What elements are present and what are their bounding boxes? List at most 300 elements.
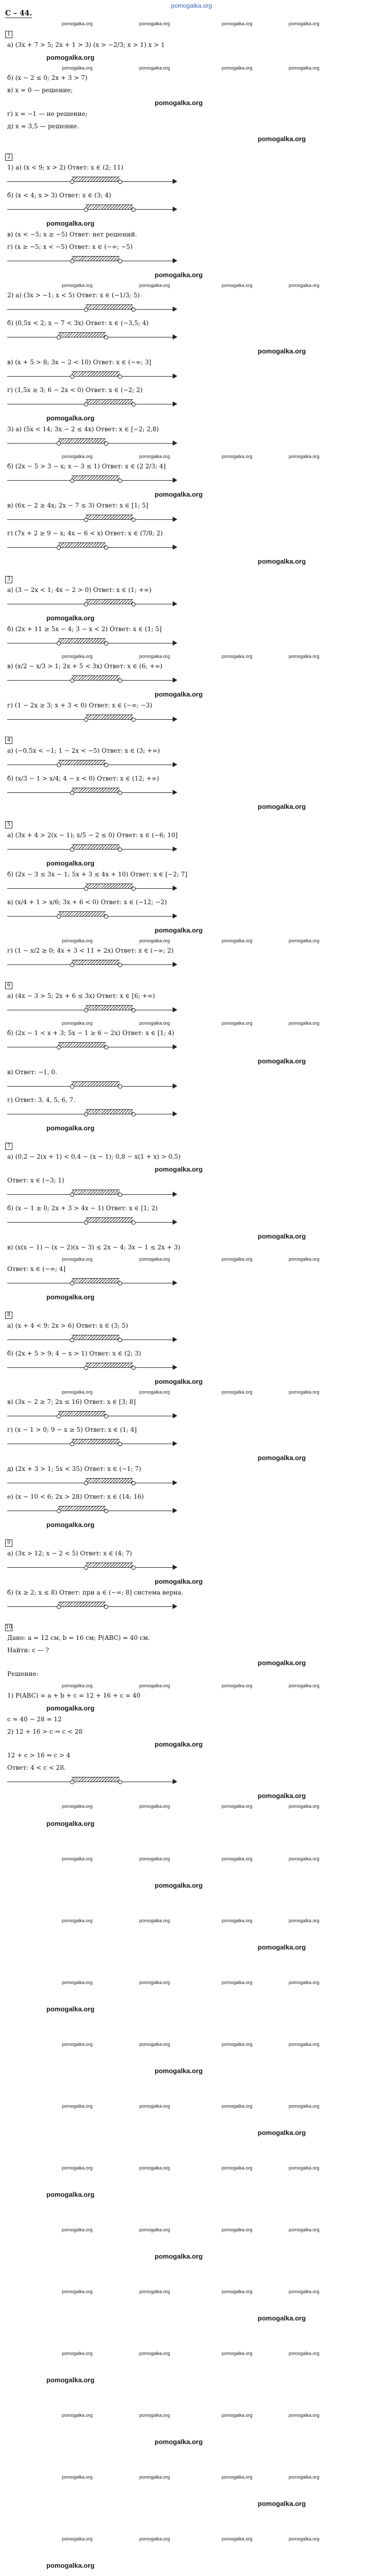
watermark-strip — [0, 2536, 383, 2543]
arrow-icon — [173, 601, 177, 606]
point-marker — [131, 208, 136, 212]
point-marker — [118, 375, 122, 379]
watermark-text: pomogalka.org — [258, 2314, 306, 2322]
arrow-icon — [173, 258, 177, 263]
number-line — [7, 176, 177, 188]
watermark-strip — [0, 453, 383, 461]
watermark-text: pomogalka.org — [222, 65, 253, 71]
watermark-text: pomogalka.org — [222, 2413, 253, 2418]
point-marker — [70, 1193, 74, 1197]
solution-hatch — [72, 675, 119, 680]
watermark-text: pomogalka.org — [46, 1704, 95, 1712]
point-marker — [57, 914, 61, 919]
solution-line: в) (x/4 + 1 > x/6; 3x + 6 < 0) Ответ: x ∈ (−12; −2) — [7, 899, 167, 906]
watermark-strip — [0, 653, 383, 660]
arrow-icon — [173, 374, 177, 379]
number-line — [7, 204, 177, 215]
task-number: 9 — [5, 1539, 12, 1547]
solution-line: б) (x − 2 ≤ 0; 2x + 3 > 7) — [7, 74, 88, 81]
watermark-text: pomogalka.org — [289, 1980, 320, 1985]
point-marker — [131, 402, 136, 406]
site-link[interactable]: pomogalka.org — [171, 2, 212, 9]
watermark-text: pomogalka.org — [289, 21, 320, 26]
number-line — [7, 1278, 177, 1289]
watermark-text: pomogalka.org — [258, 1792, 306, 1800]
watermark-text: pomogalka.org — [222, 1257, 253, 1262]
solution-line: в) (x/2 − x/3 > 1; 2x + 5 < 3x) Ответ: x ∈ (6; +∞) — [7, 663, 163, 670]
number-line — [7, 787, 177, 799]
watermark-text: pomogalka.org — [289, 1257, 320, 1262]
point-marker — [118, 180, 122, 184]
task-number: 10 — [6, 1624, 12, 1630]
number-line — [7, 1005, 177, 1016]
number-line — [7, 542, 177, 553]
solution-line: c = 40 − 28 = 12 — [7, 1716, 62, 1723]
solution-hatch — [58, 911, 106, 916]
point-marker — [57, 763, 61, 767]
arrow-icon — [173, 886, 177, 891]
watermark-text: pomogalka.org — [289, 2042, 320, 2047]
number-line — [7, 1109, 177, 1120]
solution-line: б) (2x − 5 > 3 − x; x − 3 ≤ 1) Ответ: x ∈ (2 2/3; 4] — [7, 463, 166, 470]
watermark-text: pomogalka.org — [139, 1021, 170, 1026]
point-marker — [118, 1338, 122, 1342]
solution-line: в) x = 0 — решение; — [7, 87, 73, 94]
point-marker — [84, 1566, 88, 1570]
watermark-strip — [0, 2474, 383, 2481]
point-marker — [57, 335, 61, 340]
watermark-text: pomogalka.org — [139, 1856, 170, 1861]
point-marker — [118, 1193, 122, 1197]
solution-line: г) Ответ: 3, 4, 5, 6, 7. — [7, 1096, 76, 1104]
arrow-icon — [173, 790, 177, 795]
watermark-text: pomogalka.org — [258, 1232, 306, 1240]
watermark-text: pomogalka.org — [222, 2104, 253, 2109]
watermark-text: pomogalka.org — [139, 654, 170, 659]
solution-line: б) (0,5x < 2; x − 7 < 3x) Ответ: x ∈ (−3,5; 4) — [7, 319, 149, 327]
number-line — [7, 475, 177, 486]
watermark-text: pomogalka.org — [62, 21, 93, 26]
watermark-text: pomogalka.org — [289, 283, 320, 288]
solution-hatch — [58, 760, 106, 765]
arrow-icon — [173, 179, 177, 184]
point-marker — [104, 914, 108, 919]
solution-line: в) (6x − 2 ≥ 4x; 2x − 7 ≤ 3) Ответ: x ∈ [1; 5] — [7, 502, 148, 509]
watermark-text: pomogalka.org — [155, 1882, 203, 1889]
watermark-text: pomogalka.org — [62, 2042, 93, 2047]
solution-line: б) (x − 1 ≥ 0; 2x + 3 > 4x − 1) Ответ: x ∈ [1; 2) — [7, 1205, 158, 1212]
watermark-text: pomogalka.org — [139, 2475, 170, 2480]
watermark-text: pomogalka.org — [46, 1820, 95, 1827]
watermark-text: pomogalka.org — [46, 614, 95, 622]
solution-line: б) (x < 4; x > 3) Ответ: x ∈ (3; 4) — [7, 192, 111, 199]
watermark-text: pomogalka.org — [258, 2129, 306, 2137]
watermark-text: pomogalka.org — [139, 2227, 170, 2232]
watermark-text: pomogalka.org — [139, 2165, 170, 2171]
point-marker — [84, 602, 88, 606]
point-marker — [131, 1566, 136, 1570]
number-line — [7, 1478, 177, 1489]
arrow-icon — [173, 1508, 177, 1513]
number-line — [7, 959, 177, 971]
watermark-text: pomogalka.org — [258, 803, 306, 810]
watermark-text: pomogalka.org — [62, 1683, 93, 1688]
arrow-icon — [173, 334, 177, 340]
watermark-strip — [0, 1918, 383, 1925]
solution-hatch — [86, 1217, 133, 1222]
solution-hatch — [58, 543, 106, 547]
solution-line: в) (x(x − 1) − (x − 2)(x − 3) ≤ 2x − 4; 3x − 1 ≤ 2x + 3) — [7, 1244, 180, 1251]
watermark-text: pomogalka.org — [62, 2475, 93, 2480]
watermark-text: pomogalka.org — [62, 65, 93, 71]
number-line — [7, 514, 177, 526]
watermark-strip — [0, 2412, 383, 2419]
task-number: 3 — [5, 576, 12, 583]
solution-line: д) (2x + 3 > 1; 5x < 35) Ответ: x ∈ (−1; 7) — [7, 1465, 141, 1472]
point-marker — [131, 602, 136, 606]
watermark-text: pomogalka.org — [289, 1683, 320, 1688]
point-marker — [131, 308, 136, 312]
watermark-text: pomogalka.org — [222, 283, 253, 288]
watermark-text: pomogalka.org — [139, 1683, 170, 1688]
point-marker — [84, 1112, 88, 1116]
solution-hatch — [58, 1042, 106, 1047]
watermark-text: pomogalka.org — [62, 454, 93, 459]
point-marker — [70, 791, 74, 795]
point-marker — [104, 1605, 108, 1609]
watermark-text: pomogalka.org — [289, 1389, 320, 1395]
watermark-text: pomogalka.org — [155, 2252, 203, 2260]
watermark-text: pomogalka.org — [62, 1918, 93, 1923]
watermark-text: pomogalka.org — [222, 1980, 253, 1985]
watermark-text: pomogalka.org — [155, 490, 203, 498]
solution-line: Ответ: 4 < c < 28. — [7, 1764, 66, 1771]
solution-line: б) (x/3 − 1 > x/4; 4 − x < 0) Ответ: x ∈ (12; +∞) — [7, 775, 159, 782]
arrow-icon — [173, 1604, 177, 1609]
solution-hatch — [58, 1602, 106, 1606]
watermark-text: pomogalka.org — [289, 938, 320, 943]
point-marker — [131, 518, 136, 522]
watermark-strip — [0, 65, 383, 72]
solution-hatch — [58, 438, 106, 443]
watermark-text: pomogalka.org — [62, 2227, 93, 2232]
point-marker — [84, 887, 88, 891]
watermark-text: pomogalka.org — [289, 1021, 320, 1026]
watermark-text: pomogalka.org — [222, 2351, 253, 2356]
solution-hatch — [72, 177, 119, 181]
number-line — [7, 332, 177, 343]
number-line — [7, 675, 177, 686]
arrow-icon — [173, 1480, 177, 1485]
watermark-strip — [0, 1803, 383, 1810]
point-marker — [70, 679, 74, 683]
point-marker — [131, 1221, 136, 1225]
solution-hatch — [72, 844, 119, 849]
point-marker — [70, 1780, 74, 1784]
watermark-strip — [0, 1020, 383, 1027]
solution-line: г) (1 − 2x ≥ 3; x + 3 < 0) Ответ: x ∈ (−∞; −3) — [7, 702, 153, 709]
number-line — [7, 1601, 177, 1613]
point-marker — [57, 1045, 61, 1049]
point-marker — [70, 479, 74, 483]
arrow-icon — [173, 640, 177, 646]
solution-line: a) (3x > 12; x − 2 < 5) Ответ: x ∈ (4; 7) — [7, 1550, 132, 1557]
arrow-icon — [173, 913, 177, 919]
point-marker — [104, 546, 108, 550]
solution-hatch — [72, 960, 119, 964]
task-number: 2 — [5, 154, 12, 161]
number-line — [7, 1776, 177, 1788]
watermark-text: pomogalka.org — [289, 654, 320, 659]
watermark-text: pomogalka.org — [222, 1804, 253, 1809]
solution-line: a) (−0,5x < −1; 1 − 2x < −5) Ответ: x ∈ (3; +∞) — [7, 747, 160, 754]
watermark-text: pomogalka.org — [155, 1578, 203, 1585]
solution-line: г) (1 − x/2 ≥ 0; 4x + 3 < 11 + 2x) Ответ: x ∈ (−∞; 2) — [7, 947, 174, 954]
watermark-strip — [0, 1856, 383, 1863]
arrow-icon — [173, 1219, 177, 1225]
point-marker — [84, 208, 88, 212]
page-title: C – 44. — [5, 9, 32, 18]
point-marker — [131, 1112, 136, 1116]
watermark-text: pomogalka.org — [222, 2227, 253, 2232]
watermark-text: pomogalka.org — [222, 1856, 253, 1861]
solution-line: д) x = 3,5 — решение. — [7, 123, 79, 130]
solution-line: Дано: a = 12 см, b = 16 см; P(ABC) = 40 см. — [7, 1634, 150, 1641]
solution-hatch — [86, 1363, 133, 1367]
point-marker — [57, 442, 61, 446]
point-marker — [84, 1366, 88, 1370]
watermark-text: pomogalka.org — [222, 2042, 253, 2047]
watermark-text: pomogalka.org — [289, 1918, 320, 1923]
solution-hatch — [86, 1478, 133, 1483]
solution-line: a) (0,2 − 2(x + 1) < 0,4 − (x − 1); 0,8 − x(1 + x) > 0,5) — [7, 1153, 181, 1160]
solution-hatch — [72, 1081, 119, 1086]
watermark-text: pomogalka.org — [289, 2536, 320, 2541]
solution-hatch — [72, 1439, 119, 1444]
number-line — [7, 911, 177, 922]
number-line — [7, 599, 177, 610]
point-marker — [104, 1509, 108, 1513]
watermark-text: pomogalka.org — [139, 938, 170, 943]
point-marker — [70, 259, 74, 263]
watermark-strip — [0, 282, 383, 290]
solution-line: б) (x ≥ 2; x ≤ 8) Ответ: при a ∈ (−∞; 8] система верна. — [7, 1589, 184, 1596]
solution-hatch — [86, 1563, 133, 1567]
watermark-strip — [0, 2227, 383, 2234]
solution-hatch — [86, 715, 133, 719]
watermark-text: pomogalka.org — [222, 1683, 253, 1688]
watermark-text: pomogalka.org — [289, 1856, 320, 1861]
number-line — [7, 438, 177, 449]
watermark-text: pomogalka.org — [46, 54, 95, 61]
point-marker — [57, 641, 61, 646]
solution-line: a) (3 − 2x < 1; 4x − 2 > 0) Ответ: x ∈ (1; +∞) — [7, 586, 152, 594]
solution-line: a) (4x − 3 > 5; 2x + 6 ≤ 3x) Ответ: x ∈ [6; +∞) — [7, 992, 155, 999]
point-marker — [70, 1281, 74, 1285]
watermark-text: pomogalka.org — [139, 1389, 170, 1395]
watermark-text: pomogalka.org — [62, 2165, 93, 2171]
solution-line: в) (3x − 2 ≥ 7; 2x ≤ 16) Ответ: x ∈ [3; 8] — [7, 1398, 136, 1405]
solution-line: г) (x ≥ −5; x < −5) Ответ: x ∈ (−∞; −5) — [7, 243, 133, 250]
number-line — [7, 638, 177, 649]
point-marker — [84, 1221, 88, 1225]
number-line — [7, 1042, 177, 1053]
solution-line: a) (3x + 4 > 2(x − 1); x/5 − 2 ≤ 0) Ответ: x ∈ (−6; 10] — [7, 832, 178, 839]
watermark-text: pomogalka.org — [258, 1943, 306, 1951]
watermark-text: pomogalka.org — [155, 2067, 203, 2075]
solution-line: в) Ответ: −1, 0. — [7, 1069, 57, 1076]
watermark-text: pomogalka.org — [46, 2005, 95, 2013]
arrow-icon — [173, 207, 177, 212]
watermark-strip — [0, 1256, 383, 1263]
arrow-icon — [173, 1044, 177, 1049]
number-line — [7, 1362, 177, 1374]
point-marker — [118, 679, 122, 683]
arrow-icon — [173, 1565, 177, 1570]
number-line — [7, 399, 177, 410]
number-line — [7, 1081, 177, 1092]
watermark-strip — [0, 1979, 383, 1987]
watermark-text: pomogalka.org — [139, 2351, 170, 2356]
watermark-text: pomogalka.org — [46, 2562, 95, 2569]
solution-hatch — [72, 256, 119, 261]
arrow-icon — [173, 478, 177, 483]
watermark-strip — [0, 2041, 383, 2048]
watermark-text: pomogalka.org — [139, 1980, 170, 1985]
point-marker — [118, 1780, 122, 1784]
solution-hatch — [86, 599, 133, 604]
watermark-text: pomogalka.org — [62, 1389, 93, 1395]
watermark-text: pomogalka.org — [139, 2289, 170, 2294]
point-marker — [70, 180, 74, 184]
arrow-icon — [173, 1779, 177, 1784]
watermark-text: pomogalka.org — [258, 347, 306, 355]
watermark-text: pomogalka.org — [222, 2536, 253, 2541]
solution-hatch — [72, 476, 119, 480]
point-marker — [104, 335, 108, 340]
arrow-icon — [173, 846, 177, 852]
number-line — [7, 1438, 177, 1450]
watermark-text: pomogalka.org — [139, 454, 170, 459]
point-marker — [131, 718, 136, 722]
arrow-icon — [173, 677, 177, 683]
solution-hatch — [86, 399, 133, 404]
solution-hatch — [86, 205, 133, 209]
point-marker — [104, 1414, 108, 1418]
solution-hatch — [58, 1411, 106, 1416]
number-line — [7, 1562, 177, 1573]
watermark-strip — [0, 2103, 383, 2110]
solution-hatch — [72, 1777, 119, 1782]
point-marker — [70, 1084, 74, 1089]
solution-hatch — [72, 1278, 119, 1283]
point-marker — [70, 375, 74, 379]
watermark-text: pomogalka.org — [222, 2475, 253, 2480]
watermark-text: pomogalka.org — [46, 2376, 95, 2384]
watermark-text: pomogalka.org — [155, 1378, 203, 1385]
arrow-icon — [173, 1337, 177, 1342]
watermark-strip — [0, 2350, 383, 2358]
watermark-text: pomogalka.org — [258, 135, 306, 143]
watermark-text: pomogalka.org — [46, 2191, 95, 2198]
watermark-text: pomogalka.org — [155, 2438, 203, 2446]
solution-hatch — [72, 788, 119, 792]
solution-line: Решение: — [7, 1670, 39, 1677]
watermark-text: pomogalka.org — [222, 654, 253, 659]
number-line — [7, 1189, 177, 1200]
watermark-text: pomogalka.org — [46, 1124, 95, 1132]
watermark-text: pomogalka.org — [139, 1257, 170, 1262]
point-marker — [104, 641, 108, 646]
watermark-strip — [0, 1389, 383, 1396]
solution-line: 12 + c > 16 ⇒ c > 4 — [7, 1752, 71, 1759]
number-line — [7, 1411, 177, 1422]
arrow-icon — [173, 1007, 177, 1012]
point-marker — [84, 402, 88, 406]
watermark-text: pomogalka.org — [222, 2165, 253, 2171]
task-number: 7 — [5, 1143, 12, 1150]
watermark-strip — [0, 1683, 383, 1690]
watermark-text: pomogalka.org — [62, 2104, 93, 2109]
watermark-text: pomogalka.org — [289, 2413, 320, 2418]
point-marker — [57, 1509, 61, 1513]
watermark-text: pomogalka.org — [46, 859, 95, 867]
solution-hatch — [72, 1190, 119, 1194]
solution-line: Ответ: x ∈ (−∞; 4] — [7, 1265, 66, 1273]
solution-line: Найти: c — ? — [7, 1647, 49, 1654]
watermark-text: pomogalka.org — [139, 2042, 170, 2047]
watermark-text: pomogalka.org — [62, 1021, 93, 1026]
watermark-text: pomogalka.org — [222, 1918, 253, 1923]
point-marker — [104, 1045, 108, 1049]
solution-hatch — [72, 1335, 119, 1340]
watermark-text: pomogalka.org — [46, 219, 95, 227]
arrow-icon — [173, 401, 177, 406]
point-marker — [118, 1084, 122, 1089]
solution-hatch — [58, 638, 106, 643]
arrow-icon — [173, 545, 177, 550]
watermark-text: pomogalka.org — [222, 21, 253, 26]
watermark-text: pomogalka.org — [289, 2351, 320, 2356]
solution-hatch — [86, 515, 133, 519]
watermark-text: pomogalka.org — [258, 2500, 306, 2507]
watermark-text: pomogalka.org — [222, 2289, 253, 2294]
watermark-text: pomogalka.org — [155, 99, 203, 107]
task-number: 1 — [5, 31, 12, 38]
arrow-icon — [173, 1413, 177, 1418]
arrow-icon — [173, 717, 177, 722]
watermark-text: pomogalka.org — [155, 1165, 203, 1173]
watermark-text: pomogalka.org — [289, 2227, 320, 2232]
point-marker — [104, 442, 108, 446]
point-marker — [118, 848, 122, 852]
solution-hatch — [58, 332, 106, 337]
watermark-text: pomogalka.org — [258, 557, 306, 565]
watermark-strip — [0, 2165, 383, 2172]
watermark-text: pomogalka.org — [289, 2475, 320, 2480]
watermark-text: pomogalka.org — [289, 2165, 320, 2171]
point-marker — [57, 1414, 61, 1418]
watermark-text: pomogalka.org — [222, 454, 253, 459]
point-marker — [57, 546, 61, 550]
number-line — [7, 883, 177, 894]
solution-line: a) (x + 4 < 9; 2x > 6) Ответ: x ∈ (3; 5) — [7, 1322, 128, 1329]
watermark-text: pomogalka.org — [222, 938, 253, 943]
task-number: 8 — [5, 1312, 12, 1319]
solution-line: б) (2x + 11 ≥ 5x − 4; 3 − x < 2) Ответ: x ∈ (1; 5] — [7, 625, 162, 633]
solution-line: г) (7x + 2 ≥ 9 − x; 4x − 6 < x) Ответ: x ∈ (7/8; 2) — [7, 530, 163, 537]
arrow-icon — [173, 1365, 177, 1370]
